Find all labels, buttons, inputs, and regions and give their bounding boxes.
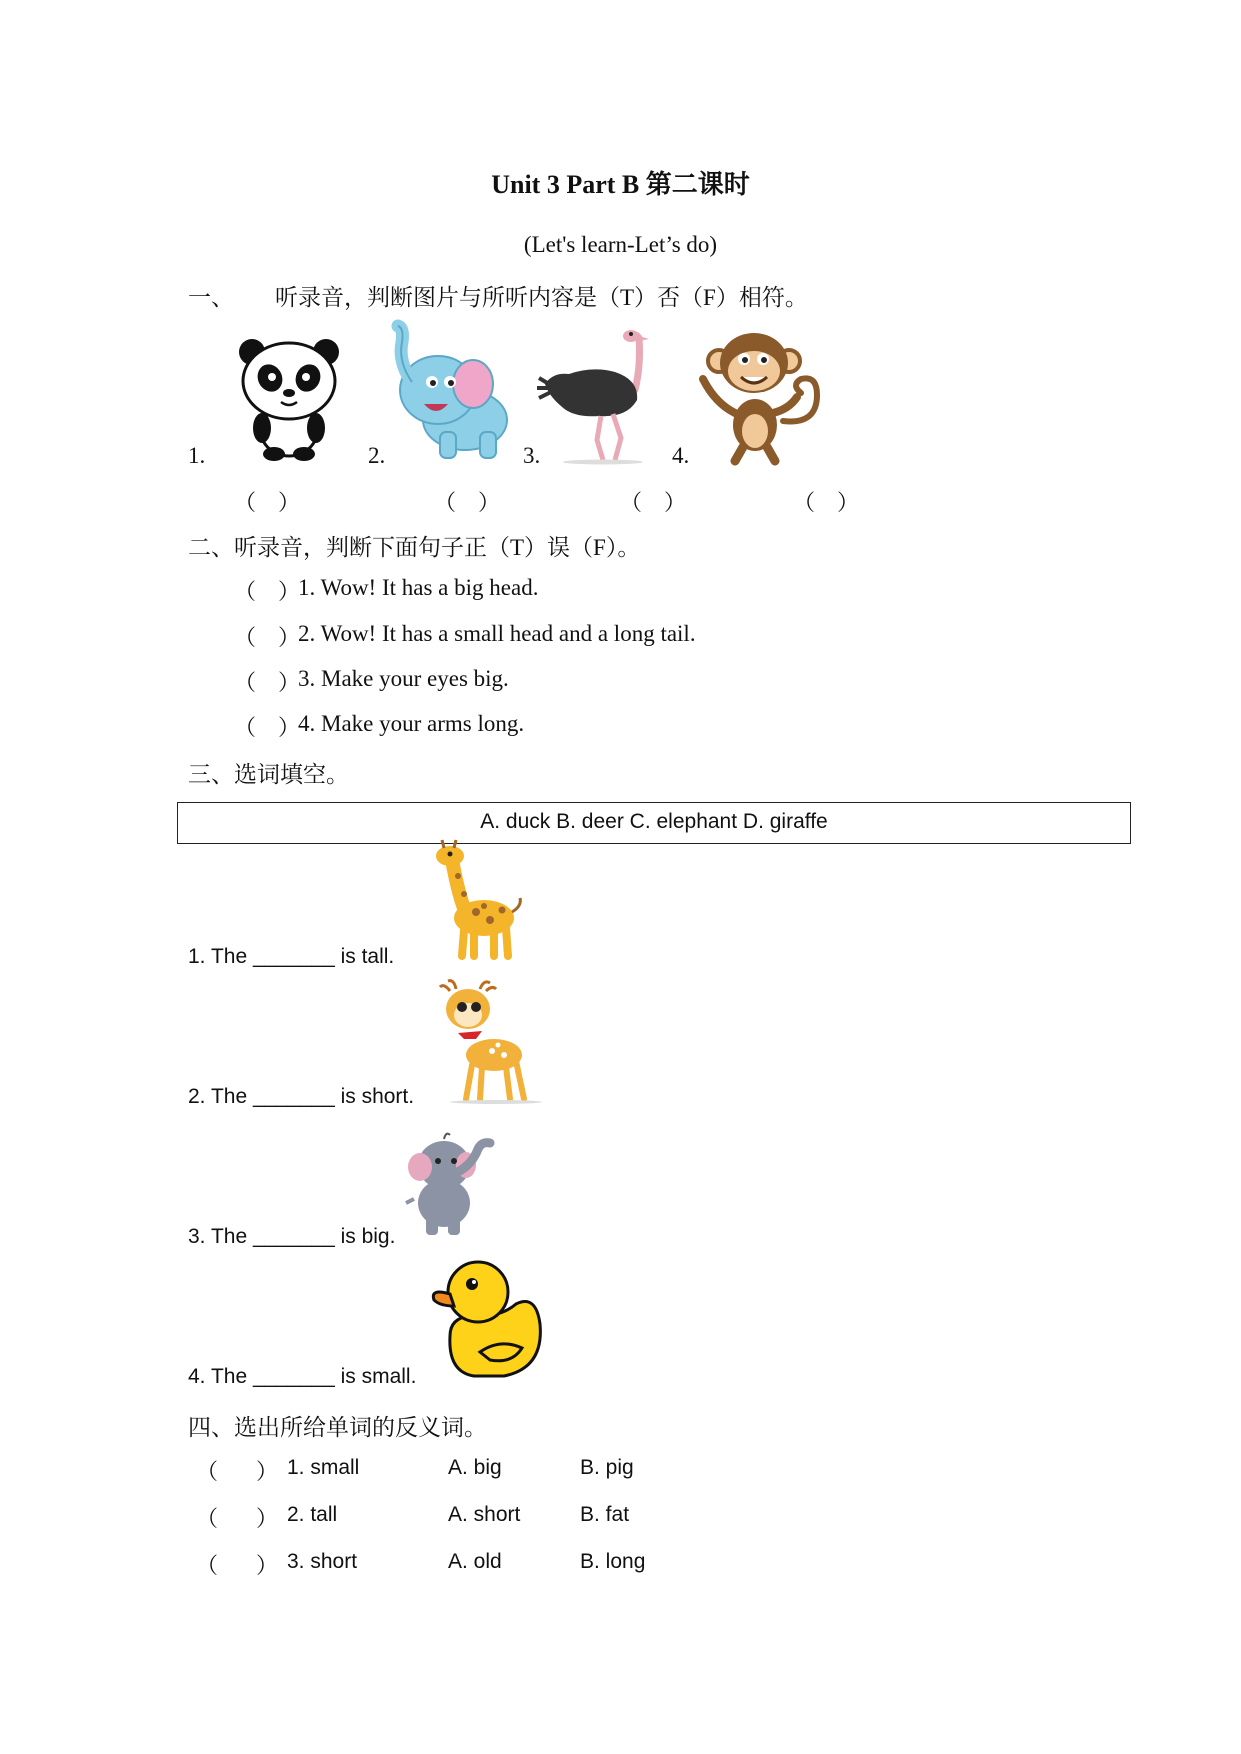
answer-paren-open[interactable]: （ [196,1506,219,1531]
answer-blank[interactable]: （ ） [234,579,301,604]
sentence-text: 4. Make your arms long. [298,711,525,736]
answer-paren-open[interactable]: （ [196,1459,219,1484]
panda-icon [232,336,347,461]
word-bank-box [177,802,1131,844]
answer-blank[interactable]: （ ） [234,625,301,650]
section4-heading: 四、选出所给单词的反义词。 [188,1415,487,1440]
answer-paren-close: ） [256,1506,279,1531]
sentence-text: 3. Make your eyes big. [298,666,509,691]
fill-sentence: 3. The _______ is big. [188,1225,396,1248]
answer-paren-open[interactable]: （ [196,1553,219,1578]
section2-heading: 二、听录音，判断下面句子正（T）误（F）。 [188,535,641,560]
ostrich-icon [543,326,663,464]
sentence-text: 1. Wow! It has a big head. [298,575,539,600]
elephant-icon [404,1125,496,1239]
item-number: 2. [368,443,386,468]
word-bank-text: A. duck B. deer C. elephant D. giraffe [480,810,828,833]
answer-paren-close: ） [256,1553,279,1578]
option-b: B. fat [580,1503,630,1526]
question-word: 1. small [287,1456,360,1479]
section1-heading-num: 一、 [188,285,234,310]
giraffe-icon [428,842,528,960]
answer-blank[interactable]: （ ） [434,490,501,515]
page-title: Unit 3 Part B 第二课时 [491,170,750,199]
question-word: 2. tall [287,1503,338,1526]
option-b: B. long [580,1550,646,1573]
page-subtitle: (Let's learn-Let’s do) [523,232,718,257]
question-word: 3. short [287,1550,358,1573]
fill-sentence: 4. The _______ is small. [188,1365,417,1388]
fill-sentence: 2. The _______ is short. [188,1085,415,1108]
option-a: A. short [448,1503,521,1526]
option-a: A. big [448,1456,502,1479]
elephant-icon [390,322,515,464]
option-b: B. pig [580,1456,634,1479]
deer-icon [436,981,546,1105]
sentence-text: 2. Wow! It has a small head and a long tail. [298,621,696,646]
answer-blank[interactable]: （ ） [793,490,860,515]
section1-heading-text: 听录音，判断图片与所听内容是（T）否（F）相符。 [275,285,808,310]
answer-blank[interactable]: （ ） [234,715,301,740]
duck-icon [430,1258,546,1382]
option-a: A. old [448,1550,502,1573]
answer-blank[interactable]: （ ） [620,490,687,515]
answer-blank[interactable]: （ ） [234,670,301,695]
answer-paren-close: ） [256,1459,279,1484]
monkey-icon [693,329,827,464]
answer-blank[interactable]: （ ） [234,490,301,515]
fill-sentence: 1. The _______ is tall. [188,945,395,968]
item-number: 1. [188,443,206,468]
item-number: 3. [523,443,541,468]
item-number: 4. [672,443,690,468]
section3-heading: 三、选词填空。 [188,762,349,787]
